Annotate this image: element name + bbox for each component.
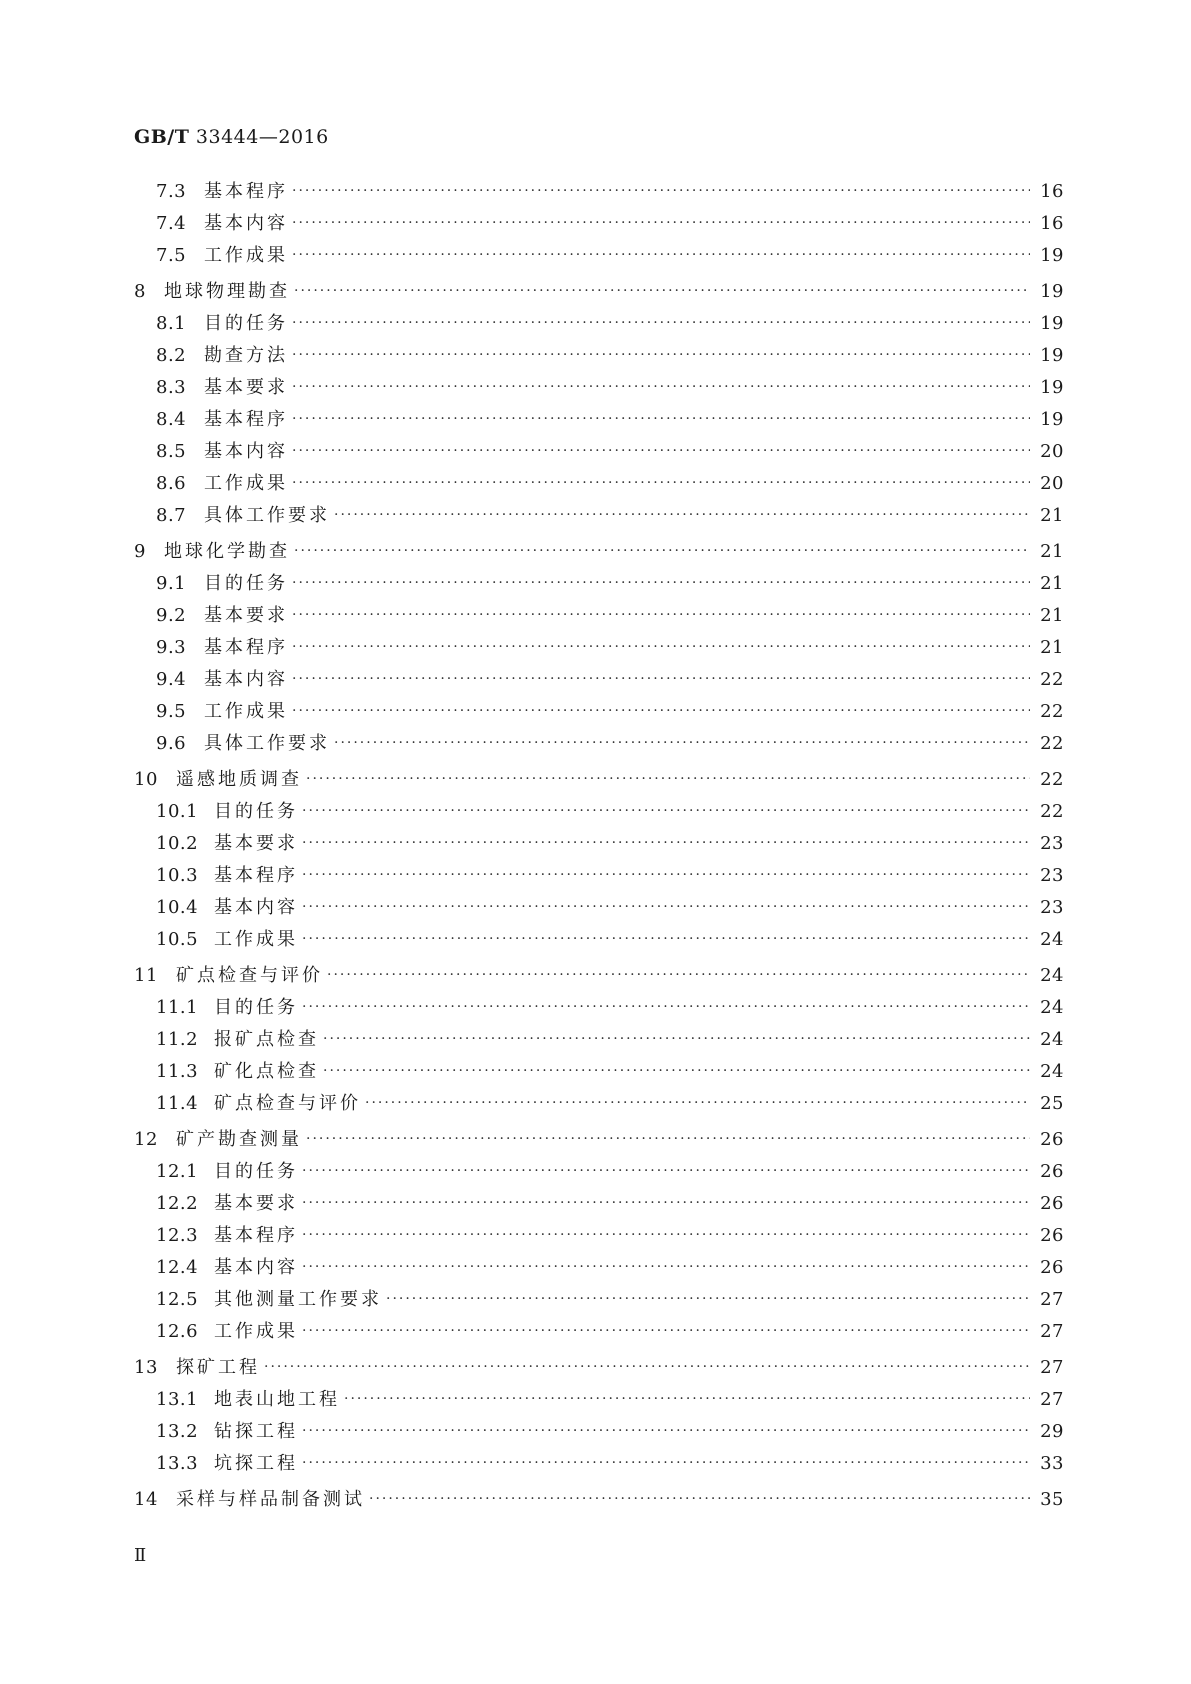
toc-chapter[interactable]	[134, 1121, 1064, 1157]
dot-leader	[292, 215, 1030, 231]
dot-leader	[292, 639, 1030, 655]
toc-entry-page: 23	[1040, 865, 1064, 886]
toc-entry[interactable]	[134, 633, 1064, 665]
dot-leader	[369, 1491, 1030, 1507]
toc-entry-title: 基本内容	[204, 213, 288, 234]
toc-entry-number: 9.5	[156, 701, 187, 722]
dot-leader	[292, 607, 1030, 623]
toc-chapter-page: 24	[1040, 965, 1064, 986]
dot-leader	[327, 967, 1030, 983]
toc-chapter-number: 9	[134, 541, 146, 562]
toc-entry-number: 8.6	[156, 473, 187, 494]
toc-chapter-page: 22	[1040, 769, 1064, 790]
toc-entry[interactable]	[134, 1449, 1064, 1481]
toc-entry-number: 10.3	[156, 865, 199, 886]
toc-entry[interactable]	[134, 405, 1064, 437]
toc-chapter-title: 矿点检查与评价	[176, 965, 323, 986]
toc-entry-page: 19	[1040, 313, 1064, 334]
toc-chapter-number: 12	[134, 1129, 158, 1150]
toc-entry-number: 10.2	[156, 833, 199, 854]
toc-entry-title: 基本程序	[204, 181, 288, 202]
toc-entry-title: 基本程序	[204, 637, 288, 658]
dot-leader	[292, 703, 1030, 719]
toc-entry-title: 工作成果	[204, 701, 288, 722]
toc-entry[interactable]	[134, 993, 1064, 1025]
toc-entry-number: 8.5	[156, 441, 187, 462]
dot-leader	[294, 543, 1030, 559]
toc-entry-title: 地表山地工程	[214, 1389, 340, 1410]
standard-prefix: GB/T	[134, 126, 190, 148]
toc-chapter-number: 8	[134, 281, 146, 302]
toc-entry-page: 21	[1040, 605, 1064, 626]
toc-entry-page: 19	[1040, 377, 1064, 398]
dot-leader	[292, 247, 1030, 263]
toc-entry-number: 11.1	[156, 997, 199, 1018]
toc-entry[interactable]	[134, 469, 1064, 501]
toc-chapter-title: 探矿工程	[176, 1357, 260, 1378]
toc-entry-page: 21	[1040, 573, 1064, 594]
toc-entry-title: 基本程序	[214, 865, 298, 886]
dot-leader	[302, 931, 1030, 947]
dot-leader	[302, 1195, 1030, 1211]
toc-entry-number: 8.1	[156, 313, 187, 334]
toc-entry-number: 10.4	[156, 897, 199, 918]
toc-entry-number: 12.1	[156, 1161, 199, 1182]
toc-entry[interactable]	[134, 373, 1064, 405]
toc-entry-number: 13.2	[156, 1421, 199, 1442]
toc-chapter-number: 14	[134, 1489, 158, 1510]
toc-entry-title: 矿点检查与评价	[214, 1093, 361, 1114]
dot-leader	[302, 1259, 1030, 1275]
toc-entry[interactable]	[134, 829, 1064, 861]
toc-entry-number: 12.5	[156, 1289, 199, 1310]
dot-leader	[292, 315, 1030, 331]
toc-entry[interactable]	[134, 1285, 1064, 1317]
toc-entry-page: 27	[1040, 1289, 1064, 1310]
dot-leader	[292, 443, 1030, 459]
toc-chapter[interactable]	[134, 273, 1064, 309]
toc-entry-title: 报矿点检查	[214, 1029, 319, 1050]
toc-entry[interactable]	[134, 729, 1064, 761]
toc-entry-page: 22	[1040, 801, 1064, 822]
toc-entry-title: 工作成果	[204, 245, 288, 266]
dot-leader	[292, 183, 1030, 199]
toc-entry-page: 19	[1040, 245, 1064, 266]
dot-leader	[344, 1391, 1030, 1407]
toc-chapter-page: 35	[1040, 1489, 1064, 1510]
toc-entry[interactable]	[134, 1157, 1064, 1189]
toc-entry-page: 23	[1040, 897, 1064, 918]
toc-entry[interactable]	[134, 697, 1064, 729]
toc-chapter-title: 地球物理勘查	[164, 281, 290, 302]
toc-entry-page: 27	[1040, 1321, 1064, 1342]
toc-entry-title: 目的任务	[214, 801, 298, 822]
toc-entry-page: 24	[1040, 1061, 1064, 1082]
dot-leader	[323, 1031, 1030, 1047]
toc-chapter-page: 19	[1040, 281, 1064, 302]
dot-leader	[365, 1095, 1030, 1111]
toc-entry-page: 16	[1040, 213, 1064, 234]
toc-entry[interactable]	[134, 893, 1064, 925]
toc-chapter-title: 地球化学勘查	[164, 541, 290, 562]
toc-entry[interactable]	[134, 1189, 1064, 1221]
dot-leader	[292, 347, 1030, 363]
toc-entry-page: 26	[1040, 1257, 1064, 1278]
toc-entry[interactable]	[134, 925, 1064, 957]
dot-leader	[306, 771, 1030, 787]
toc-entry-number: 7.5	[156, 245, 187, 266]
toc-entry-title: 目的任务	[204, 573, 288, 594]
toc-entry-page: 21	[1040, 637, 1064, 658]
toc-chapter-number: 10	[134, 769, 158, 790]
toc-chapter-number: 13	[134, 1357, 158, 1378]
toc-entry-title: 基本内容	[204, 441, 288, 462]
toc-entry-title: 目的任务	[214, 1161, 298, 1182]
toc-entry-page: 22	[1040, 701, 1064, 722]
toc-entry[interactable]	[134, 1089, 1064, 1121]
toc-entry-number: 10.5	[156, 929, 199, 950]
toc-entry-page: 27	[1040, 1389, 1064, 1410]
dot-leader	[292, 411, 1030, 427]
toc-entry-title: 工作成果	[214, 1321, 298, 1342]
toc-chapter-page: 21	[1040, 541, 1064, 562]
toc-entry-title: 具体工作要求	[204, 733, 330, 754]
toc-entry-page: 22	[1040, 733, 1064, 754]
dot-leader	[323, 1063, 1030, 1079]
toc-chapter[interactable]	[134, 761, 1064, 797]
toc-entry-number: 12.4	[156, 1257, 199, 1278]
dot-leader	[264, 1359, 1030, 1375]
toc-entry-number: 8.2	[156, 345, 187, 366]
dot-leader	[292, 475, 1030, 491]
toc-chapter[interactable]	[134, 1349, 1064, 1385]
toc-entry-number: 9.1	[156, 573, 187, 594]
dot-leader	[302, 1455, 1030, 1471]
toc-entry-page: 26	[1040, 1225, 1064, 1246]
toc-entry[interactable]	[134, 797, 1064, 829]
dot-leader	[292, 671, 1030, 687]
toc-entry-title: 目的任务	[214, 997, 298, 1018]
dot-leader	[302, 999, 1030, 1015]
toc-entry-number: 11.4	[156, 1093, 199, 1114]
toc-entry[interactable]	[134, 1317, 1064, 1349]
toc-entry-number: 11.3	[156, 1061, 199, 1082]
toc-entry[interactable]	[134, 1417, 1064, 1449]
dot-leader	[386, 1291, 1030, 1307]
dot-leader	[292, 379, 1030, 395]
toc-entry[interactable]	[134, 1385, 1064, 1417]
toc-entry-title: 勘查方法	[204, 345, 288, 366]
toc-entry-title: 工作成果	[204, 473, 288, 494]
toc-entry[interactable]	[134, 1253, 1064, 1285]
toc-entry-page: 19	[1040, 345, 1064, 366]
toc-entry[interactable]	[134, 1057, 1064, 1089]
toc-entry-title: 工作成果	[214, 929, 298, 950]
toc-entry[interactable]	[134, 437, 1064, 469]
toc-entry[interactable]	[134, 177, 1064, 209]
toc-entry[interactable]	[134, 341, 1064, 373]
toc-chapter-title: 采样与样品制备测试	[176, 1489, 365, 1510]
toc-entry-number: 9.6	[156, 733, 187, 754]
toc-entry-number: 10.1	[156, 801, 199, 822]
toc-entry-number: 13.3	[156, 1453, 199, 1474]
toc-entry[interactable]	[134, 1221, 1064, 1253]
toc-entry-number: 8.3	[156, 377, 187, 398]
toc-entry-number: 12.6	[156, 1321, 199, 1342]
toc-entry-page: 21	[1040, 505, 1064, 526]
toc-chapter-title: 矿产勘查测量	[176, 1129, 302, 1150]
toc-entry-title: 具体工作要求	[204, 505, 330, 526]
toc-entry-number: 7.4	[156, 213, 187, 234]
toc-entry-number: 9.2	[156, 605, 187, 626]
table-of-contents	[134, 177, 1064, 1517]
dot-leader	[334, 507, 1030, 523]
dot-leader	[302, 1227, 1030, 1243]
toc-entry[interactable]	[134, 309, 1064, 341]
toc-entry-title: 基本要求	[204, 605, 288, 626]
toc-entry-title: 矿化点检查	[214, 1061, 319, 1082]
toc-entry-number: 9.4	[156, 669, 187, 690]
dot-leader	[302, 835, 1030, 851]
toc-chapter-number: 11	[134, 965, 158, 986]
dot-leader	[334, 735, 1030, 751]
toc-entry-title: 基本内容	[204, 669, 288, 690]
toc-entry-number: 7.3	[156, 181, 187, 202]
toc-chapter[interactable]	[134, 957, 1064, 993]
toc-entry[interactable]	[134, 861, 1064, 893]
toc-entry-title: 钻探工程	[214, 1421, 298, 1442]
toc-entry-page: 22	[1040, 669, 1064, 690]
toc-entry-page: 25	[1040, 1093, 1064, 1114]
toc-entry-title: 基本内容	[214, 1257, 298, 1278]
toc-chapter-title: 遥感地质调查	[176, 769, 302, 790]
toc-entry-title: 目的任务	[204, 313, 288, 334]
toc-entry-number: 8.4	[156, 409, 187, 430]
toc-chapter[interactable]	[134, 1481, 1064, 1517]
dot-leader	[292, 575, 1030, 591]
toc-entry-title: 基本要求	[204, 377, 288, 398]
dot-leader	[302, 1163, 1030, 1179]
dot-leader	[302, 899, 1030, 915]
toc-entry-page: 26	[1040, 1193, 1064, 1214]
dot-leader	[302, 1323, 1030, 1339]
toc-chapter-page: 26	[1040, 1129, 1064, 1150]
toc-entry-page: 24	[1040, 929, 1064, 950]
toc-entry-title: 基本程序	[214, 1225, 298, 1246]
page-number: Ⅱ	[134, 1545, 147, 1566]
toc-entry-title: 基本要求	[214, 1193, 298, 1214]
toc-entry-page: 16	[1040, 181, 1064, 202]
toc-chapter[interactable]	[134, 533, 1064, 569]
dot-leader	[294, 283, 1030, 299]
toc-entry[interactable]	[134, 241, 1064, 273]
toc-entry[interactable]	[134, 501, 1064, 533]
toc-entry[interactable]	[134, 665, 1064, 697]
dot-leader	[306, 1131, 1030, 1147]
toc-entry-title: 基本要求	[214, 833, 298, 854]
toc-entry[interactable]	[134, 1025, 1064, 1057]
toc-entry[interactable]	[134, 209, 1064, 241]
toc-entry[interactable]	[134, 601, 1064, 633]
toc-entry-page: 26	[1040, 1161, 1064, 1182]
dot-leader	[302, 803, 1030, 819]
toc-entry-page: 23	[1040, 833, 1064, 854]
toc-entry-page: 24	[1040, 997, 1064, 1018]
toc-entry-page: 20	[1040, 473, 1064, 494]
toc-entry-number: 12.3	[156, 1225, 199, 1246]
toc-entry-page: 20	[1040, 441, 1064, 462]
standard-number: 33444—2016	[195, 126, 329, 148]
toc-entry-page: 19	[1040, 409, 1064, 430]
toc-entry-number: 11.2	[156, 1029, 199, 1050]
toc-entry-number: 13.1	[156, 1389, 199, 1410]
toc-entry-title: 坑探工程	[214, 1453, 298, 1474]
standard-code	[134, 126, 329, 148]
toc-entry-page: 33	[1040, 1453, 1064, 1474]
dot-leader	[302, 1423, 1030, 1439]
dot-leader	[302, 867, 1030, 883]
toc-entry-number: 9.3	[156, 637, 187, 658]
toc-entry[interactable]	[134, 569, 1064, 601]
toc-entry-page: 29	[1040, 1421, 1064, 1442]
toc-entry-number: 12.2	[156, 1193, 199, 1214]
toc-entry-page: 24	[1040, 1029, 1064, 1050]
toc-entry-title: 基本内容	[214, 897, 298, 918]
toc-entry-title: 其他测量工作要求	[214, 1289, 382, 1310]
toc-chapter-page: 27	[1040, 1357, 1064, 1378]
toc-entry-number: 8.7	[156, 505, 187, 526]
toc-entry-title: 基本程序	[204, 409, 288, 430]
